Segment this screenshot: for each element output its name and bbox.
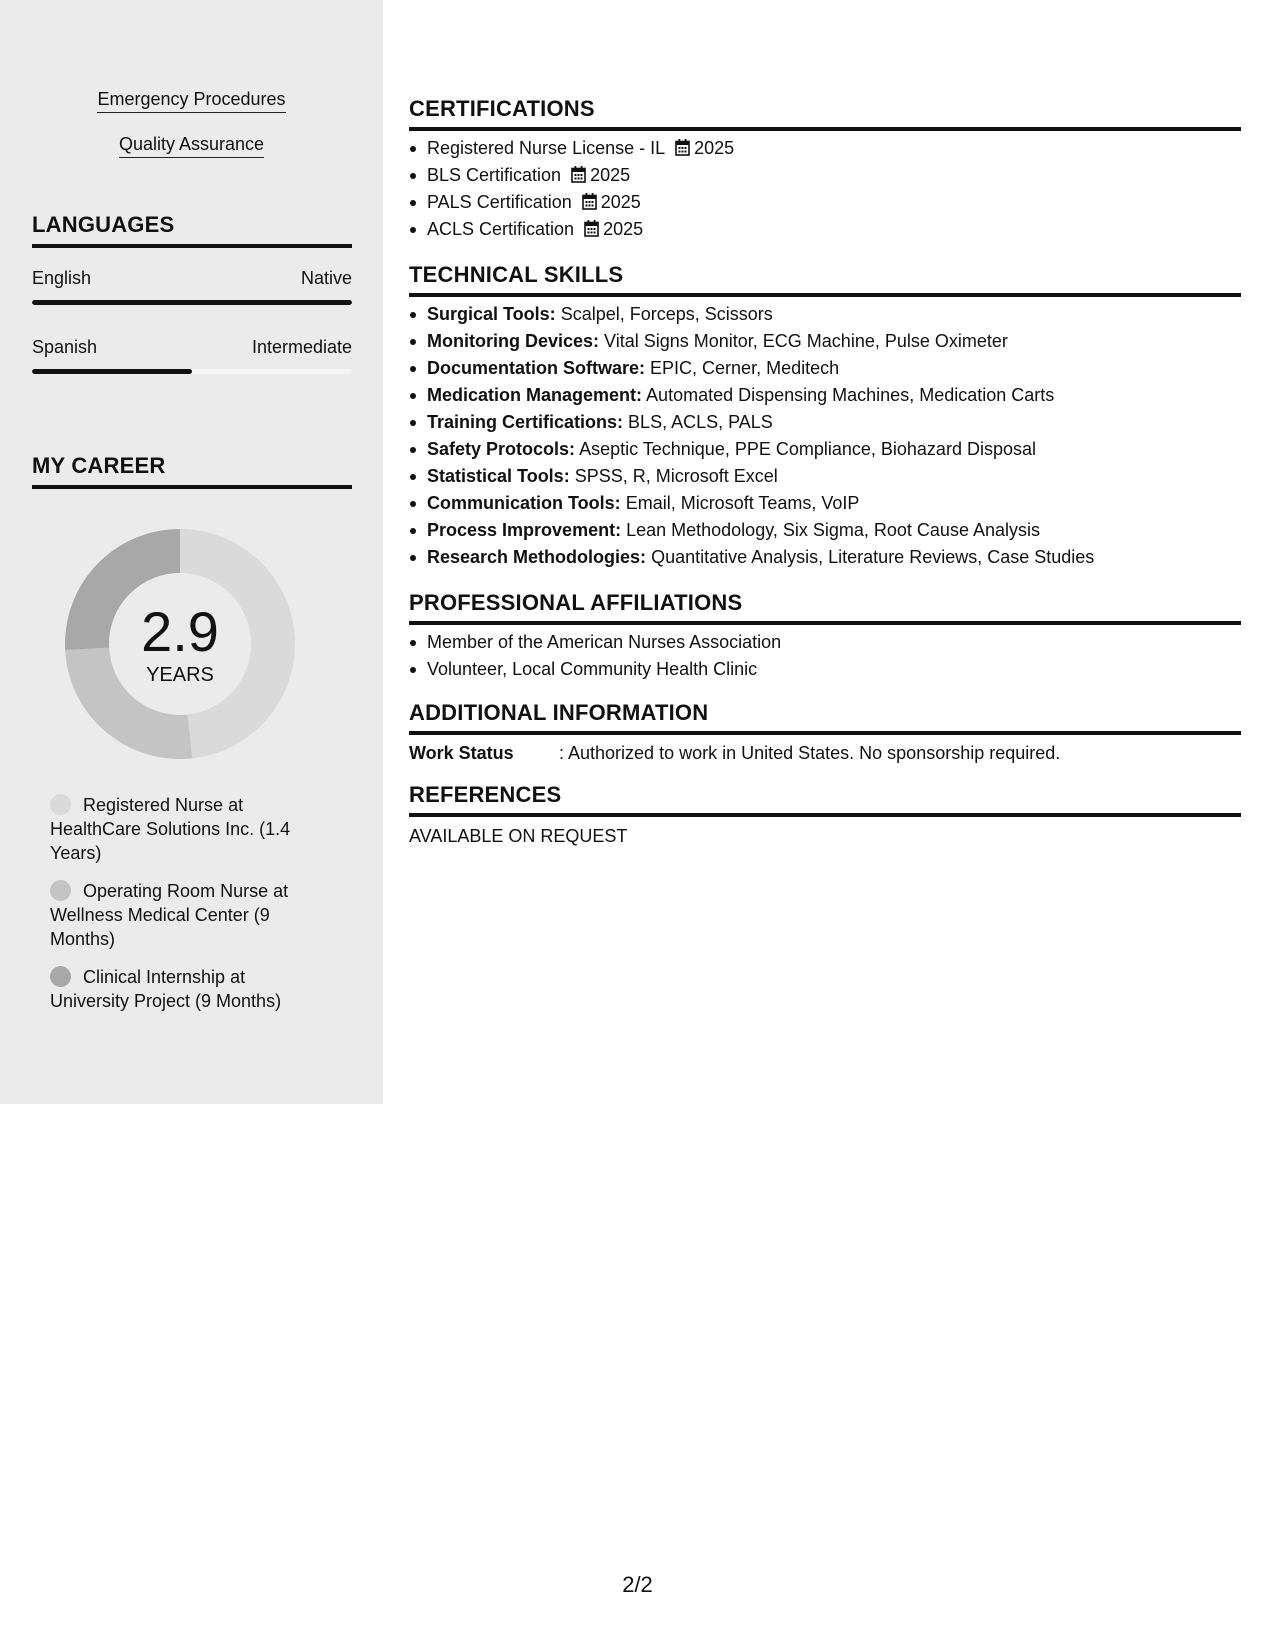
technical-skill-item: Communication Tools: Email, Microsoft Teams, VoIP [427, 490, 1241, 517]
technical-skill-item: Training Certifications: BLS, ACLS, PALS [427, 409, 1241, 436]
affiliation-item: Member of the American Nurses Association [427, 629, 1241, 656]
sidebar [0, 0, 383, 1104]
affiliations-heading: PROFESSIONAL AFFILIATIONS [409, 590, 1241, 625]
calendar-icon [571, 166, 586, 183]
certification-item: Registered Nurse License - IL 2025 [427, 135, 1241, 162]
additional-info-heading: ADDITIONAL INFORMATION [409, 700, 1241, 735]
calendar-icon [584, 220, 599, 237]
legend-dot [50, 966, 71, 987]
career-donut-chart [64, 528, 296, 760]
calendar-icon [582, 193, 597, 210]
technical-skill-item: Monitoring Devices: Vital Signs Monitor, ECG Machine, Pulse Oximeter [427, 328, 1241, 355]
technical-skill-item: Documentation Software: EPIC, Cerner, Meditech [427, 355, 1241, 382]
career-years-unit: YEARS [146, 664, 214, 686]
work-status-value: : Authorized to work in United States. No sponsorship required. [559, 743, 1061, 763]
references-heading: REFERENCES [409, 782, 1241, 817]
language-bar-english [32, 300, 352, 305]
career-heading: MY CAREER [32, 453, 352, 489]
affiliation-item: Volunteer, Local Community Health Clinic [427, 656, 1241, 683]
technical-skill-item: Safety Protocols: Aseptic Technique, PPE Compliance, Biohazard Disposal [427, 436, 1241, 463]
career-item-label: Registered Nurse at HealthCare Solutions Inc. (1.4 Years) [50, 795, 291, 863]
certifications-heading: CERTIFICATIONS [409, 96, 1241, 131]
legend-dot [50, 794, 71, 815]
page-number: 2/2 [622, 1572, 653, 1597]
language-english [32, 268, 352, 290]
language-level: Intermediate [251, 337, 352, 357]
certification-item: PALS Certification 2025 [427, 189, 1241, 216]
language-bar-spanish [32, 369, 352, 374]
language-name: English [32, 268, 92, 288]
technical-skill-item: Surgical Tools: Scalpel, Forceps, Scissors [427, 301, 1241, 328]
career-item [50, 965, 320, 1013]
language-name: Spanish [32, 337, 98, 357]
language-bar-fill [32, 369, 192, 374]
language-bar-fill [32, 300, 352, 305]
languages-heading: LANGUAGES [32, 212, 352, 248]
technical-skill-item: Research Methodologies: Quantitative Analysis, Literature Reviews, Case Studies [427, 544, 1241, 571]
technical-skill-item: Medication Management: Automated Dispensing Machines, Medication Carts [427, 382, 1241, 409]
affiliations-list [427, 629, 1241, 683]
technical-skills-heading: TECHNICAL SKILLS [409, 262, 1241, 297]
work-status-label: Work Status [409, 743, 514, 763]
certification-item: ACLS Certification 2025 [427, 216, 1241, 243]
technical-skill-item: Statistical Tools: SPSS, R, Microsoft Excel [427, 463, 1241, 490]
career-item-label: Clinical Internship at University Project (9 Months) [50, 967, 282, 1011]
technical-skills-list [427, 301, 1241, 571]
career-total-years: 2.9 [141, 600, 219, 663]
certification-item: BLS Certification 2025 [427, 162, 1241, 189]
language-spanish [32, 337, 352, 359]
technical-skill-item: Process Improvement: Lean Methodology, Six Sigma, Root Cause Analysis [427, 517, 1241, 544]
career-item [50, 879, 320, 951]
career-item-label: Operating Room Nurse at Wellness Medical Center (9 Months) [50, 881, 289, 949]
language-level: Native [300, 268, 352, 288]
legend-dot [50, 880, 71, 901]
calendar-icon [675, 139, 690, 156]
career-item [50, 793, 320, 865]
skill-quality-assurance: Quality Assurance [0, 133, 383, 158]
references-text: AVAILABLE ON REQUEST [409, 826, 628, 846]
skill-emergency-procedures: Emergency Procedures [0, 88, 383, 113]
certifications-list [427, 135, 1241, 243]
